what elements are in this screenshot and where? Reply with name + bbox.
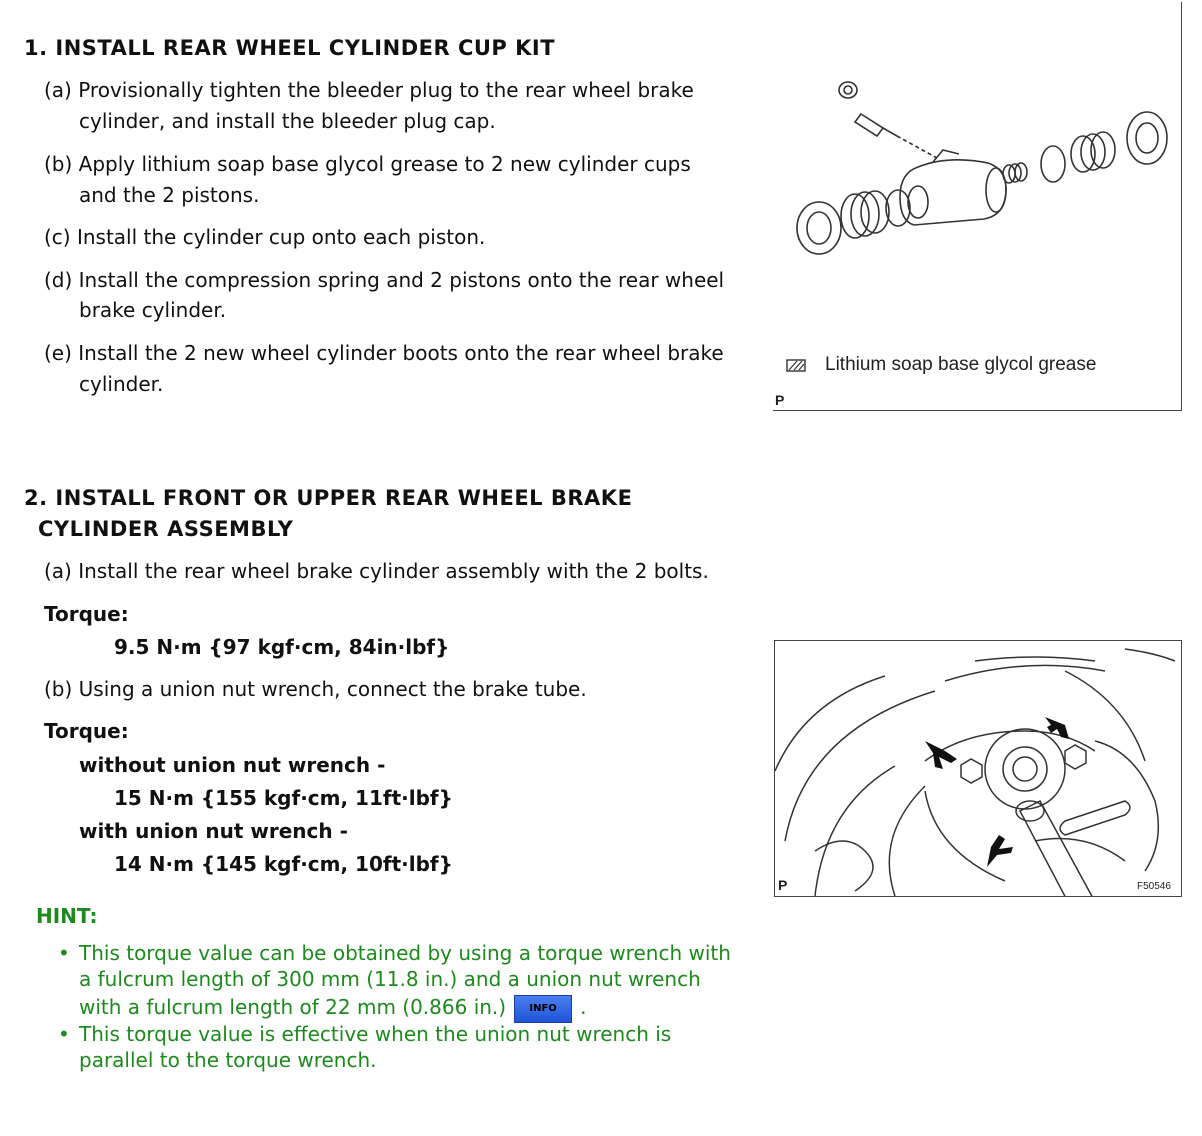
hint-bullet-1-line2: a fulcrum length of 300 mm (11.8 in.) and a union nut wrench [79, 967, 701, 991]
step-1d-line1: (d) Install the compression spring and 2 pistons onto the rear wheel [44, 268, 725, 292]
section1-title: 1. INSTALL REAR WHEEL CYLINDER CUP KIT [24, 36, 556, 60]
info-button[interactable]: INFO [514, 995, 572, 1023]
hint-label: HINT: [36, 904, 98, 928]
bullet-dot: • [58, 1022, 70, 1046]
torque-label-2: Torque: [44, 719, 129, 743]
torque-label-1: Torque: [44, 602, 129, 626]
figure2-corner-mark: P [778, 877, 788, 893]
step-2b: (b) Using a union nut wrench, connect the brake tube. [44, 677, 587, 701]
backing-plate-illustration [775, 641, 1181, 896]
section2-title-line1: 2. INSTALL FRONT OR UPPER REAR WHEEL BRAKE [24, 486, 633, 510]
arrow-union-nut-icon [987, 835, 1013, 867]
section2-title-line2: CYLINDER ASSEMBLY [38, 517, 294, 541]
without-wrench-label: without union nut wrench - [79, 753, 386, 777]
with-wrench-value: 14 N·m {145 kgf·cm, 10ft·lbf} [114, 852, 453, 876]
step-1e-line1: (e) Install the 2 new wheel cylinder boots onto the rear wheel brake [44, 341, 724, 365]
step-2a: (a) Install the rear wheel brake cylinder assembly with the 2 bolts. [44, 559, 709, 583]
exploded-cylinder-illustration [773, 2, 1181, 410]
figure1-corner-mark: P [775, 392, 785, 408]
with-wrench-label: with union nut wrench - [79, 819, 348, 843]
step-1b-line1: (b) Apply lithium soap base glycol grease to 2 new cylinder cups [44, 152, 691, 176]
step-1b-line2: and the 2 pistons. [79, 183, 260, 207]
grease-legend-label: Lithium soap base glycol grease [825, 354, 1097, 375]
cylinder-install-figure [774, 640, 1182, 897]
cylinder-cup-kit-figure [773, 2, 1182, 411]
without-wrench-value: 15 N·m {155 kgf·cm, 11ft·lbf} [114, 786, 453, 810]
step-1c: (c) Install the cylinder cup onto each piston. [44, 225, 486, 249]
hint-bullet-1 [58, 940, 731, 1023]
step-1d-line2: brake cylinder. [79, 298, 227, 322]
step-1e-line2: cylinder. [79, 372, 164, 396]
figure2-code: F50546 [1137, 881, 1171, 892]
step-1a-line2: cylinder, and install the bleeder plug cap. [79, 109, 496, 133]
hint-bullet-2-line1: This torque value is effective when the union nut wrench is [79, 1022, 672, 1046]
hint-bullet-1-line3: with a fulcrum length of 22 mm (0.866 in.) [79, 995, 507, 1019]
bullet-dot: • [58, 941, 70, 965]
hint-bullet-2-line2: parallel to the torque wrench. [79, 1048, 377, 1072]
arrow-right-bolt-icon [1045, 717, 1069, 739]
step-1a-line1: (a) Provisionally tighten the bleeder plug to the rear wheel brake [44, 78, 694, 102]
hint-bullet-2 [58, 1021, 671, 1073]
hint-bullet-1-end: . [580, 995, 587, 1019]
hint-bullet-1-line1: This torque value can be obtained by using a torque wrench with [79, 941, 731, 965]
torque-value-1: 9.5 N·m {97 kgf·cm, 84in·lbf} [114, 635, 450, 659]
